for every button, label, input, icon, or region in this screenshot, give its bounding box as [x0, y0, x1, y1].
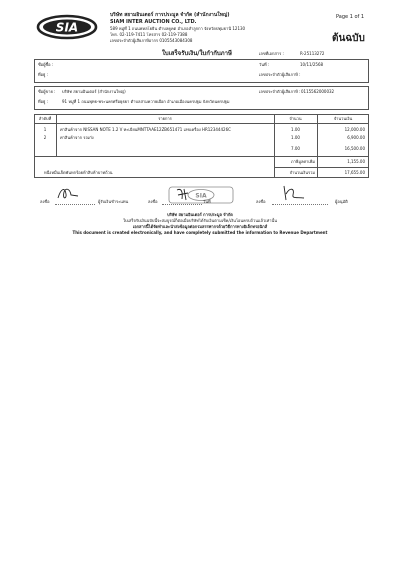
company-taxid: เลขประจำตัวผู้เสียภาษีอากร 0105543084308	[110, 38, 193, 43]
company-name-en: SIAM INTER AUCTION CO., LTD.	[110, 19, 197, 25]
total-amount: 17,655.00	[344, 170, 365, 175]
payer-signature	[174, 186, 194, 202]
table-row-2-desc: ค่าสินค้าจาก รถเก๋ง	[60, 135, 94, 140]
doc-number-value: R-25113272	[300, 51, 325, 56]
vat-label: ภาษีมูลค่าเพิ่ม	[290, 159, 315, 164]
svg-text:SIA: SIA	[195, 192, 207, 200]
company-logo	[36, 14, 98, 40]
seller-taxid-label: เลขประจำตัวผู้เสียภาษี :	[259, 89, 301, 94]
buyer-name-label: ชื่อผู้ซื้อ :	[38, 62, 54, 67]
doc-number-label: เลขที่เอกสาร :	[259, 51, 284, 56]
logo-text: SIA	[55, 20, 79, 35]
buyer-address-label: ที่อยู่ :	[38, 72, 49, 77]
table-row-2-amount: 6,900.00	[347, 135, 365, 140]
table-row-2-no: 2	[43, 135, 47, 140]
seller-name-value: บริษัท สยามอินเตอร์ (สำนักงานใหญ่)	[62, 89, 126, 94]
seller-name-label: ชื่อผู้ขาย :	[38, 89, 56, 94]
table-row-1-amount: 12,000.00	[344, 127, 365, 132]
footer-note-th1: ใบเสร็จรับเงินฉบับนี้จะสมบูรณ์ก็ต่อเมื่อบริษัทได้รับเงินตามเช็ค/เงินโอนครบถ้วนแล้วเท่านั้น	[123, 218, 277, 223]
date-label: วันที่ :	[259, 62, 270, 67]
document-title: ใบเสร็จรับเงิน/ใบกำกับภาษี	[162, 50, 232, 57]
company-name-th: บริษัท สยามอินเตอร์ การประมูล จำกัด (สำนักงานใหญ่)	[110, 12, 230, 18]
company-phone: โทร. 02-119-7411 โทรสาร 02-119-7388	[110, 32, 188, 37]
footer-company: บริษัท สยามอินเตอร์ การประมูล จำกัด	[167, 212, 233, 217]
vat-rate: 7.00	[291, 146, 300, 151]
footer-note-en: This document is created electronically, and have completely submitted the information to Revenue Department	[72, 230, 328, 235]
seller-taxid-value: 0115562000032	[301, 89, 335, 94]
original-label: ต้นฉบับ	[332, 33, 365, 44]
footer-note-th2: เอกสารนี้ได้จัดทำและนำส่งข้อมูลต่อกรมสรรพากรด้วยวิธีการทางอิเล็กทรอนิกส์	[132, 224, 268, 229]
total-label: จำนวนเงินรวม	[289, 170, 315, 175]
vat-amount: 1,155.00	[347, 159, 365, 164]
seller-address-value: 91 หมู่ที่ 1 ถนนพุทธ-พระนครศรีอยุธยา ตำบลสามควายเผือก อำเภอเมืองนครปฐม จังหวัดนครปฐม	[62, 99, 230, 104]
sig-label-approver: ลงชื่อ	[256, 199, 266, 204]
receiver-label: ผู้รับเงินชำระแทน	[98, 199, 129, 204]
seller-address-label: ที่อยู่ :	[38, 99, 49, 104]
date-value: 10/11/2568	[300, 62, 324, 67]
sig-label-payer: ลงชื่อ	[148, 199, 158, 204]
approver-signature	[280, 184, 306, 202]
approver-label: ผู้อนุมัติ	[335, 199, 348, 204]
subtotal-value: 16,500.00	[344, 146, 365, 151]
col-header-desc: รายการ	[158, 116, 172, 121]
table-row-1-no: 1	[43, 127, 47, 132]
amount-in-words: หนึ่งหมื่นเจ็ดพันหกร้อยห้าสิบห้าบาทถ้วน	[44, 170, 113, 175]
table-row-1-desc: ค่าสินค้าจาก NISSAN NOTE 1.2 V ทะเบียนMNTTAAE12ZB651471 เลขเครื่อง HR12344426C	[60, 127, 231, 132]
page-label: Page 1 of 1	[336, 14, 365, 20]
col-header-amount: จำนวนเงิน	[333, 116, 353, 121]
company-address: 589 หมู่ที่ 1 ถนนพหลโยธิน ตำบลคูคต อำเภอลำลูกกา จังหวัดปทุมธานี 12130	[110, 26, 246, 31]
sig-label-receiver: ลงชื่อ	[40, 199, 50, 204]
col-header-no: ลำดับที่	[38, 116, 52, 121]
buyer-taxid-label: เลขประจำตัวผู้เสียภาษี :	[259, 72, 301, 77]
receiver-signature	[56, 186, 80, 202]
sig-date-label: วันที่	[203, 199, 211, 204]
col-header-qty: จำนวน	[289, 116, 302, 121]
table-row-1-qty: 1.00	[291, 127, 300, 132]
table-row-2-qty: 1.00	[291, 135, 300, 140]
